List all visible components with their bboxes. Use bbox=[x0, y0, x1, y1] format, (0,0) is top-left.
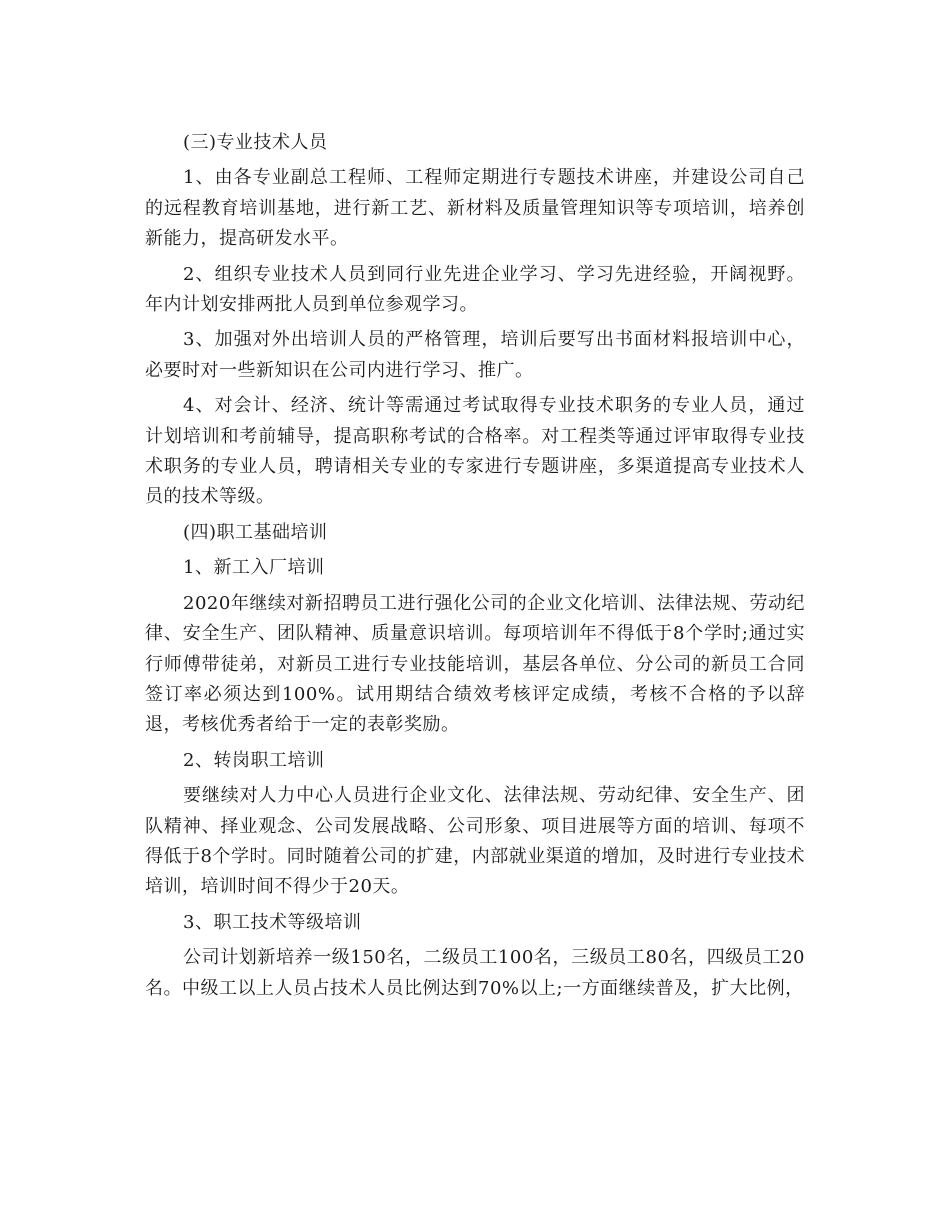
paragraph-item-3: 3、加强对外出培训人员的严格管理，培训后要写出书面材料报培训中心，必要时对一些新知识在公司内进行学习、推广。 bbox=[145, 329, 805, 381]
subheading-skill-level-training: 3、职工技术等级培训 bbox=[183, 911, 362, 933]
paragraph-new-worker-training: 2020年继续对新招聘员工进行强化公司的企业文化培训、法律法规、劳动纪律、安全生产、团队精神、质量意识培训。每项培训年不得低于8个学时;通过实行师傅带徒弟，对新员工进行专业技能培训，基层各单位、分公司的新员工合同签订率必须达到100%。试用期结合绩效考核评定成绩，考核不合格的予以辞退，考核优秀者给于一定的表彰奖励。 bbox=[145, 592, 805, 736]
subheading-new-worker-training: 1、新工入厂培训 bbox=[183, 557, 325, 579]
section-heading-basic-training: (四)职工基础培训 bbox=[183, 521, 328, 543]
paragraph-transfer-training: 要继续对人力中心人员进行企业文化、法律法规、劳动纪律、安全生产、团队精神、择业观念、公司发展战略、公司形象、项目进展等方面的培训、每项不得低于8个学时。同时随着公司的扩建，内部就业渠道的增加，及时进行专业技术培训，培训时间不得少于20天。 bbox=[145, 785, 805, 898]
document-body bbox=[145, 128, 805, 1009]
paragraph-item-4: 4、对会计、经济、统计等需通过考试取得专业技术职务的专业人员，通过计划培训和考前辅导，提高职称考试的合格率。对工程类等通过评审取得专业技术职务的专业人员，聘请相关专业的专家进行专题讲座，多渠道提高专业技术人员的技术等级。 bbox=[145, 395, 805, 508]
subheading-transfer-training: 2、转岗职工培训 bbox=[183, 749, 325, 771]
paragraph-item-1: 1、由各专业副总工程师、工程师定期进行专题技术讲座，并建设公司自己的远程教育培训基地，进行新工艺、新材料及质量管理知识等专项培训，培养创新能力，提高研发水平。 bbox=[145, 167, 805, 250]
paragraph-item-2: 2、组织专业技术人员到同行业先进企业学习、学习先进经验，开阔视野。年内计划安排两批人员到单位参观学习。 bbox=[145, 263, 805, 316]
section-heading-professional-staff: (三)专业技术人员 bbox=[183, 132, 328, 153]
paragraph-skill-level-training: 公司计划新培养一级150名，二级员工100名，三级员工80名，四级员工20名。中级工以上人员占技术人员比例达到70%以上;一方面继续普及，扩大比例， bbox=[145, 947, 805, 999]
